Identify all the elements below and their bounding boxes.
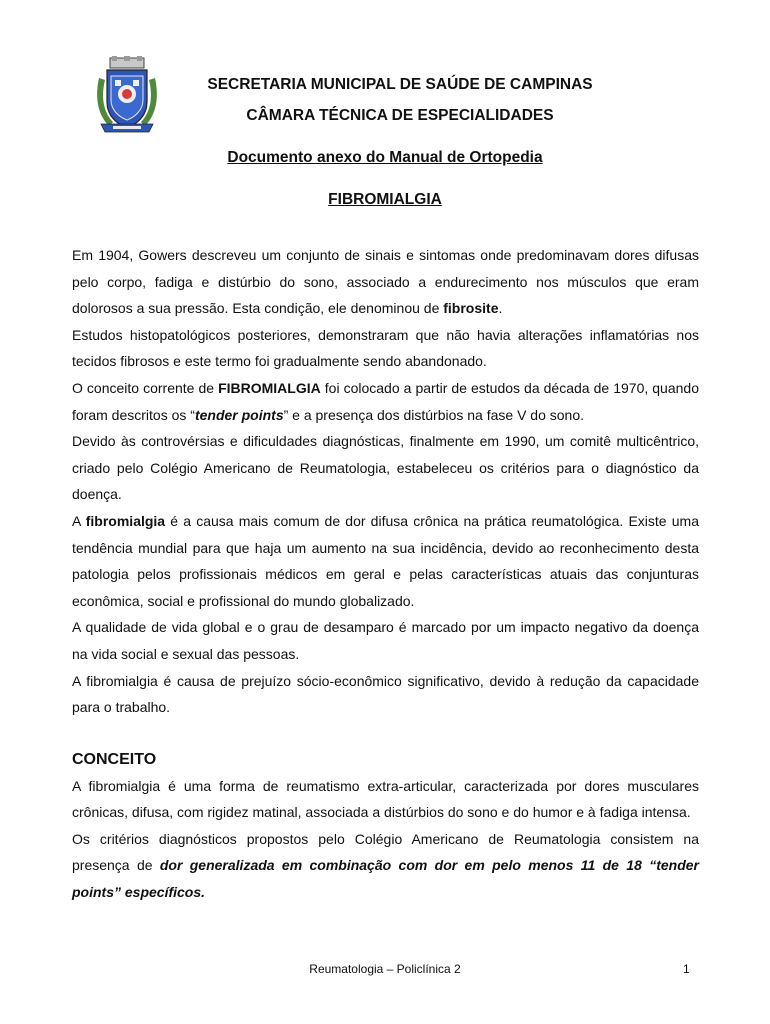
paragraph-conceito-criteria <box>72 826 699 906</box>
page-number: 1 <box>683 962 690 976</box>
text-run: é a causa mais comum de dor difusa crônica na prática reumatológica. Existe uma tendência mundial para que haja um aumento na sua incidência, devido ao reconhecimento desta patologia pelos profissionais médicos em geral e pelas características atuais das conjunturas econômica, social e profissional do mundo globalizado. <box>72 512 699 609</box>
paragraph-criteria-1990: Devido às controvérsias e dificuldades diagnósticas, finalmente em 1990, um comitê multicêntrico, criado pelo Colégio Americano de Reumatologia, estabeleceu os critérios para o diagnóstico da doença. <box>72 433 699 503</box>
document-body <box>72 242 699 906</box>
term-tender-points: tender points <box>194 406 284 423</box>
criteria-emphasis: dor generalizada em combinação com dor em pelo menos 11 de 18 “tender points” específicos. <box>72 857 699 901</box>
paragraph-conceito-definition: A fibromialgia é uma forma de reumatismo extra-articular, caracterizada por dores musculares crônicas, difusa, com rigidez matinal, associada a distúrbios do sono e do humor e à fadiga intensa. <box>72 777 699 821</box>
term-fibrosite: fibrosite <box>443 300 499 317</box>
text-run: O conceito corrente de <box>72 379 219 396</box>
header-secretaria: SECRETARIA MUNICIPAL DE SAÚDE DE CAMPINAS <box>207 76 593 93</box>
paragraph-history <box>72 242 699 322</box>
page-title: FIBROMIALGIA <box>328 191 442 208</box>
section-heading-conceito: CONCEITO <box>72 750 157 768</box>
text-run: Os critérios diagnósticos propostos pelo Colégio Americano de Reumatologia consistem na presença de <box>72 830 699 874</box>
paragraph-histopathology: Estudos histopatológicos posteriores, demonstraram que não havia alterações inflamatórias nos tecidos fibrosos e este termo foi gradualmente sendo abandonado. <box>72 326 699 370</box>
text-run: . <box>498 300 503 317</box>
text-run: ” e a presença dos distúrbios na fase V do sono. <box>283 406 585 423</box>
text-run: Em 1904, Gowers descreveu um conjunto de sinais e sintomas onde predominavam dores difusas pelo corpo, fadiga e distúrbio do sono, associado a endurecimento nos músculos que eram dolorosos a sua pressão. Esta condição, ele denominou de <box>72 247 699 317</box>
paragraph-quality-of-life: A qualidade de vida global e o grau de desamparo é marcado por um impacto negativo da doença na vida social e sexual das pessoas. <box>72 619 699 662</box>
term-fibromialgia: fibromialgia <box>85 512 166 529</box>
paragraph-prevalence <box>72 508 699 614</box>
paragraph-concept-origin <box>72 375 699 428</box>
footer-label: Reumatologia – Policlínica 2 <box>309 962 461 976</box>
text-run: A <box>72 512 86 529</box>
term-fibromialgia: FIBROMIALGIA <box>218 379 321 396</box>
header-camara: CÂMARA TÉCNICA DE ESPECIALIDADES <box>246 107 554 124</box>
paragraph-socioeconomic: A fibromialgia é causa de prejuízo sócio-econômico significativo, devido à redução da capacidade para o trabalho. <box>72 672 699 716</box>
document-subtitle: Documento anexo do Manual de Ortopedia <box>227 149 543 166</box>
text-run: foi colocado a partir de estudos da década de 1970, quando foram descritos os “ <box>72 379 699 423</box>
city-coat-of-arms-icon <box>93 56 161 136</box>
